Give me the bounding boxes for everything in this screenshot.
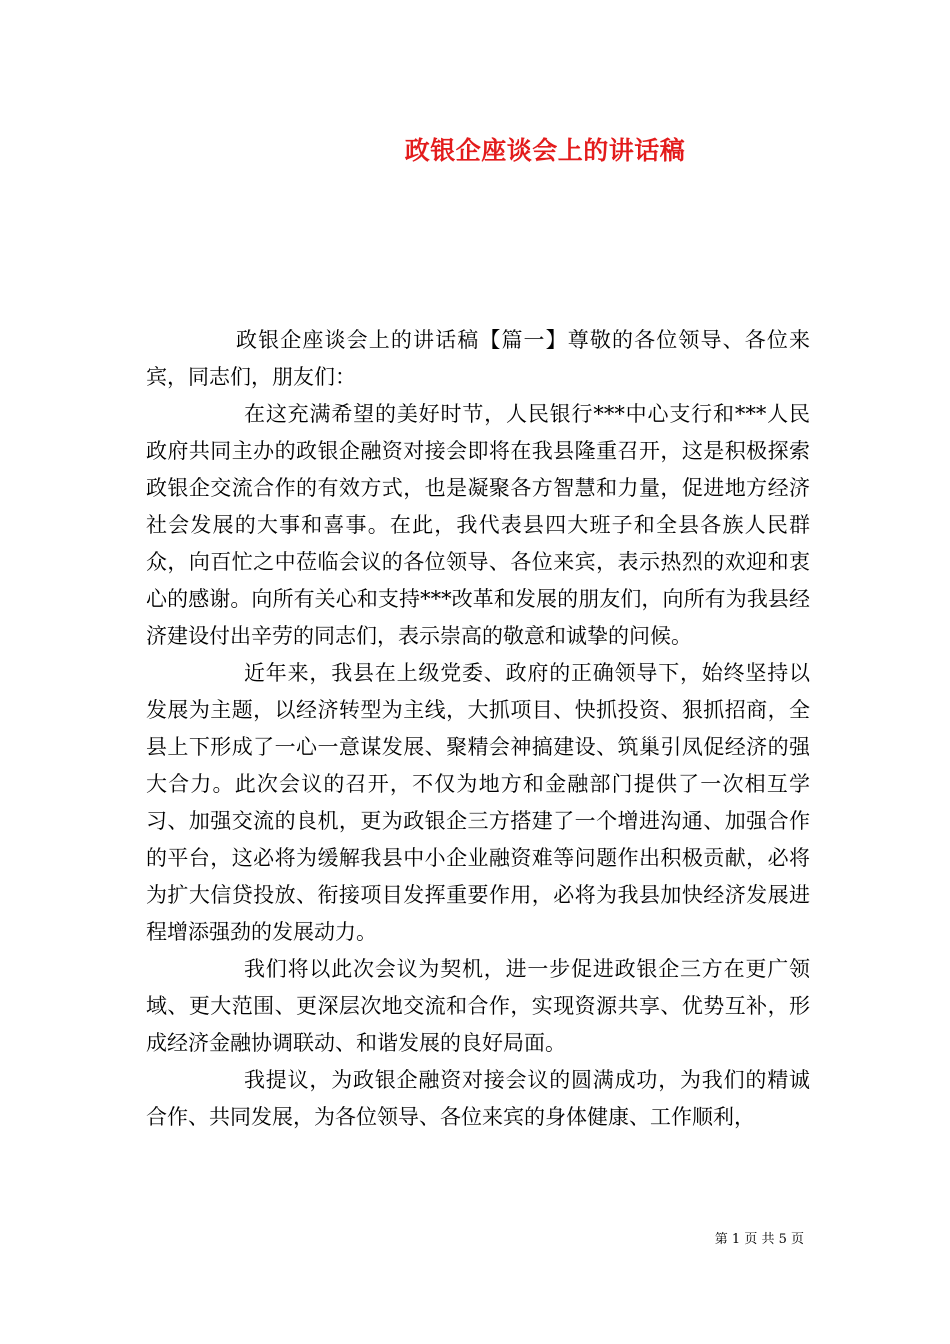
page-number-footer: 第 1 页 共 5 页 — [714, 1232, 804, 1247]
paragraph-3: 近年来，我县在上级党委、政府的正确领导下，始终坚持以发展为主题，以经济转型为主线，大抓项目、快抓投资、狠抓招商，全县上下形成了一心一意谋发展、聚精会神搞建设、筑巢引凤促经济的强大合力。此次会议的召开，不仅为地方和金融部门提供了一次相互学习、加强交流的良机，更为政银企三方搭建了一个增进沟通、加强合作的平台，这必将为缓解我县中小企业融资难等问题作出积极贡献，必将为扩大信贷投放、衔接项目发挥重要作用，必将为我县加快经济发展进程增添强劲的发展动力。 — [146, 661, 810, 944]
paragraph-1: 政银企座谈会上的讲话稿【篇一】尊敬的各位领导、各位来宾，同志们，朋友们： — [146, 328, 810, 389]
paragraph-2: 在这充满希望的美好时节，人民银行***中心支行和***人民政府共同主办的政银企融资对接会即将在我县隆重召开，这是积极探索政银企交流合作的有效方式，也是凝聚各方智慧和力量，促进地方经济社会发展的大事和喜事。在此，我代表县四大班子和全县各族人民群众，向百忙之中莅临会议的各位领导、各位来宾，表示热烈的欢迎和衷心的感谢。向所有关心和支持***改革和发展的朋友们，向所有为我县经济建设付出辛劳的同志们，表示崇高的敬意和诚挚的问候。 — [146, 402, 810, 648]
paragraph-4: 我们将以此次会议为契机，进一步促进政银企三方在更广领域、更大范围、更深层次地交流和合作，实现资源共享、优势互补，形成经济金融协调联动、和谐发展的良好局面。 — [146, 957, 810, 1055]
paragraph-5: 我提议，为政银企融资对接会议的圆满成功，为我们的精诚合作、共同发展，为各位领导、各位来宾的身体健康、工作顺利， — [146, 1068, 810, 1129]
document-title: 政银企座谈会上的讲话稿 — [404, 136, 686, 165]
document-body — [146, 322, 810, 1136]
